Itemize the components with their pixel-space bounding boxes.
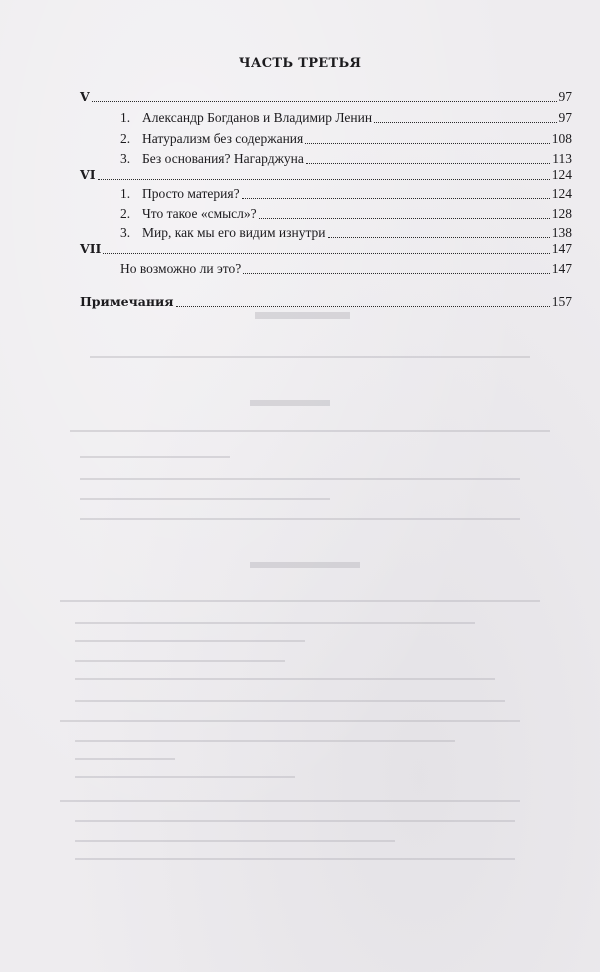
toc-entry-title: Натурализм без содержания <box>142 131 304 146</box>
toc-entry <box>120 203 572 223</box>
toc-entry-number: 3. <box>120 225 131 240</box>
toc-entry-title: VII <box>80 241 102 256</box>
toc-entry <box>80 86 572 106</box>
toc-entry-page: 97 <box>558 89 572 104</box>
toc-entry-page: 157 <box>551 294 572 309</box>
toc-leader-dots <box>103 252 549 254</box>
toc-entry-title: Что такое «смысл»? <box>142 206 257 221</box>
toc-leader-dots <box>374 121 556 123</box>
part-title: ЧАСТЬ ТРЕТЬЯ <box>238 56 362 71</box>
toc-leader-dots <box>98 178 550 180</box>
toc-leader-dots <box>259 217 550 219</box>
toc-entry-number: 2. <box>120 131 131 146</box>
toc-leader-dots <box>176 305 550 307</box>
toc-entry-page: 113 <box>552 151 572 166</box>
toc-entry-title: Но возможно ли это? <box>120 261 242 276</box>
toc-entry-page: 147 <box>551 241 572 256</box>
toc-entry-title: Просто материя? <box>142 186 240 201</box>
toc-entry-title: Мир, как мы его видим изнутри <box>142 225 326 240</box>
toc-leader-dots <box>92 100 557 102</box>
toc-entry-page: 124 <box>551 167 572 182</box>
toc-entry-title: Примечания <box>80 294 174 309</box>
toc-entry-title: VI <box>80 167 96 182</box>
toc-entry-page: 124 <box>551 186 572 201</box>
toc-leader-dots <box>242 197 550 199</box>
toc-entry <box>120 258 572 278</box>
toc-entry <box>80 164 572 184</box>
toc-entry-title: V <box>80 89 90 104</box>
toc-entry-number: 2. <box>120 206 131 221</box>
toc-entry <box>120 128 572 148</box>
toc-entry-page: 97 <box>558 110 572 125</box>
toc-entry-page: 128 <box>551 206 572 221</box>
toc-entry-number: 3. <box>120 151 131 166</box>
toc-entry-number: 1. <box>120 110 131 125</box>
toc-entry <box>80 238 572 258</box>
toc-entry <box>80 291 572 311</box>
toc-entry-title: Без основания? Нагарджуна <box>142 151 304 166</box>
toc-entry <box>120 107 572 127</box>
toc-entry-page: 138 <box>551 225 572 240</box>
toc-entry-title: Александр Богданов и Владимир Ленин <box>142 110 373 125</box>
toc-leader-dots <box>305 142 550 144</box>
toc-entry-page: 108 <box>551 131 572 146</box>
toc-entry-page: 147 <box>551 261 572 276</box>
toc-entry-number: 1. <box>120 186 131 201</box>
toc-entry <box>120 183 572 203</box>
toc-leader-dots <box>243 272 549 274</box>
